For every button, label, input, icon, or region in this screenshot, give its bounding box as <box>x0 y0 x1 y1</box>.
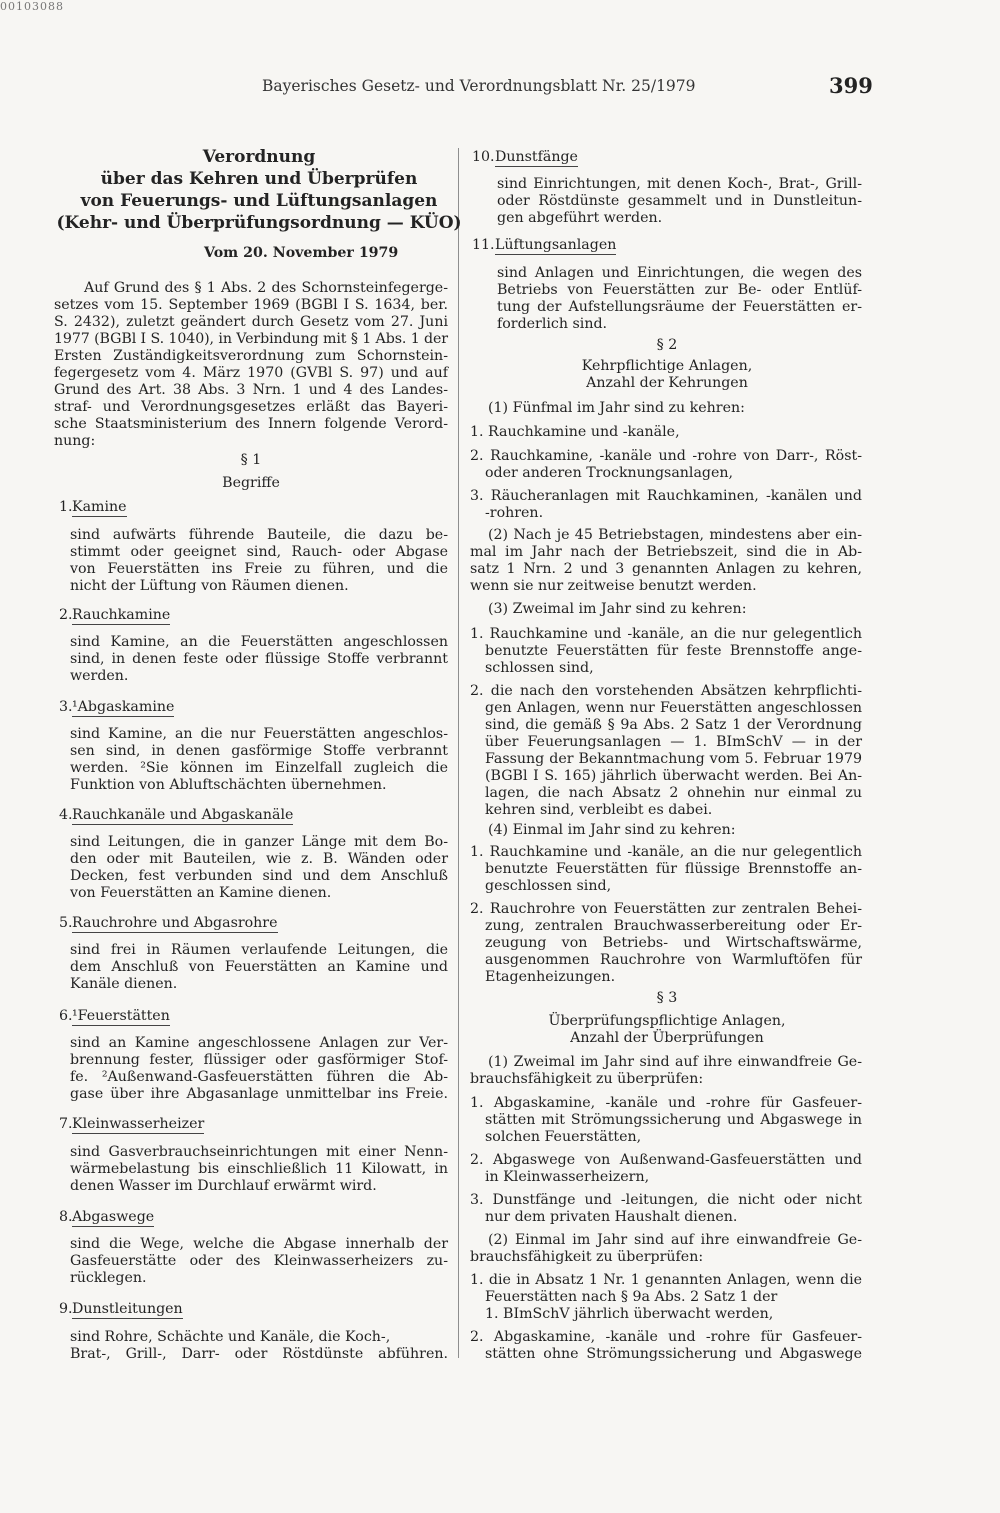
list-item: kehren sind, verbleibt es dabei. <box>485 802 713 818</box>
definition-term: ¹Feuerstätten <box>72 1008 170 1024</box>
preamble-line: straf- und Verordnungsgesetzes erläßt das Bayeri- <box>54 399 448 415</box>
list-item: 2. Rauchkamine, -kanäle und -rohre von Darr-, Röst- <box>470 448 862 464</box>
list-item: 1. die in Absatz 1 Nr. 1 genannten Anlagen, wenn die <box>470 1272 862 1288</box>
definition-line: sind Gasverbrauchseinrichtungen mit einer Nenn- <box>70 1144 448 1160</box>
list-item: Fassung der Bekanntmachung vom 5. Februar 1979 <box>485 751 862 767</box>
list-item: 2. Abgaskamine, -kanäle und -rohre für Gasfeuer- <box>470 1329 862 1345</box>
list-item: 2. Rauchrohre von Feuerstätten zur zentralen Behei- <box>470 901 862 917</box>
list-item: oder anderen Trocknungsanlagen, <box>485 465 734 481</box>
definition-line: sind, in denen feste oder flüssige Stoffe verbrannt <box>70 651 448 667</box>
title-line: von Feuerungs- und Lüftungsanlagen <box>80 191 438 211</box>
definition-line: werden. ²Sie können im Einzelfall zugleich die <box>70 760 448 776</box>
list-item: solchen Feuerstätten, <box>485 1129 642 1145</box>
list-item: zeugung von Betriebs- und Wirtschaftswärme, <box>485 935 862 951</box>
list-item: 1. Rauchkamine und -kanäle, <box>470 424 680 440</box>
section-number: § 3 <box>656 990 678 1006</box>
definition-term: Abgaswege <box>72 1209 155 1225</box>
preamble-line: nung: <box>54 433 96 449</box>
column-divider <box>458 148 459 1358</box>
paragraph-line: (2) Nach je 45 Betriebstagen, mindestens aber ein- <box>488 527 862 543</box>
page-number: 399 <box>829 73 873 98</box>
definition-line: gase über ihre Abgasanlage unmittelbar ins Freie. <box>70 1086 448 1102</box>
paragraph-line: satz 1 Nrn. 2 und 3 genannten Anlagen zu kehren, <box>470 561 862 577</box>
section-heading: Kehrpflichtige Anlagen, <box>581 358 753 374</box>
paragraph-line: (1) Zweimal im Jahr sind auf ihre einwandfreie Ge- <box>488 1054 862 1070</box>
paragraph-line: (1) Fünfmal im Jahr sind zu kehren: <box>488 400 745 416</box>
list-item: 1. Abgaskamine, -kanäle und -rohre für Gasfeuer- <box>470 1095 862 1111</box>
definition-line: von Feuerstätten an Kamine dienen. <box>70 885 332 901</box>
paragraph-line: brauchsfähigkeit zu überprüfen: <box>470 1249 704 1265</box>
section-heading: Überprüfungspflichtige Anlagen, <box>548 1013 786 1029</box>
preamble-line: 1977 (BGBl I S. 1040), in Verbindung mit § 1 Abs. 1 der <box>54 331 448 347</box>
definition-line: Funktion von Abluftschächten übernehmen. <box>70 777 387 793</box>
list-item: gen Anlagen, wenn nur Feuerstätten angeschlossen <box>485 700 862 716</box>
title-line: (Kehr- und Überprüfungsordnung — KÜO) <box>56 213 462 233</box>
list-item: 1. Rauchkamine und -kanäle, an die nur gelegentlich <box>470 626 862 642</box>
preamble-line: fegergesetz vom 4. März 1970 (GVBl S. 97) und auf <box>54 365 448 381</box>
title-line: über das Kehren und Überprüfen <box>100 169 418 189</box>
list-item: nur dem privaten Haushalt dienen. <box>485 1209 738 1225</box>
list-item: -rohren. <box>485 505 544 521</box>
date-line: Vom 20. November 1979 <box>204 245 399 261</box>
list-item: geschlossen sind, <box>485 878 612 894</box>
definition-number: 5. <box>59 915 73 931</box>
list-item: 3. Räucheranlagen mit Rauchkaminen, -kanälen und <box>470 488 862 504</box>
archive-id: 00103088 <box>0 0 64 13</box>
list-item: ausgenommen Rauchrohre von Warmluftöfen für <box>485 952 862 968</box>
list-item: über Feuerungsanlagen — 1. BImSchV — in der <box>485 734 862 750</box>
list-item: schlossen sind, <box>485 660 594 676</box>
section-number: § 1 <box>240 452 262 468</box>
preamble-line: S. 2432), zuletzt geändert durch Gesetz vom 27. Juni <box>54 314 448 330</box>
definition-line: Decken, fest verbunden sind und dem Anschluß <box>70 868 448 884</box>
definition-line: sind an Kamine angeschlossene Anlagen zur Ver- <box>70 1035 448 1051</box>
definition-line: sind Rohre, Schächte und Kanäle, die Koch-, <box>70 1329 391 1345</box>
definition-line: sind Anlagen und Einrichtungen, die wegen des <box>497 265 862 281</box>
definition-term: Dunstleitungen <box>72 1301 183 1317</box>
section-heading: Anzahl der Kehrungen <box>586 375 748 391</box>
definition-line: tung der Aufstellungsräume der Feuerstätten er- <box>497 299 862 315</box>
definition-line: sind Kamine, an die Feuerstätten angeschlossen <box>70 634 448 650</box>
paragraph-line: wenn sie nur zeitweise benutzt werden. <box>470 578 757 594</box>
paragraph-line: mal im Jahr nach der Betriebszeit, sind die in Ab- <box>470 544 862 560</box>
definition-line: sind Einrichtungen, mit denen Koch-, Brat-, Grill- <box>497 176 862 192</box>
list-item: stätten ohne Strömungssicherung und Abgaswege <box>485 1346 862 1362</box>
running-head: Bayerisches Gesetz- und Verordnungsblatt Nr. 25/1979 <box>262 77 696 95</box>
definition-line: oder Röstdünste gesammelt und in Dunstleitun- <box>497 193 862 209</box>
definition-line: dem Anschluß von Feuerstätten an Kamine und <box>70 959 448 975</box>
paragraph-line: (2) Einmal im Jahr sind auf ihre einwandfreie Ge- <box>488 1232 862 1248</box>
definition-line: fe. ²Außenwand-Gasfeuerstätten führen die Ab- <box>70 1069 448 1085</box>
list-item: 2. die nach den vorstehenden Absätzen kehrpflichti- <box>470 683 862 699</box>
definition-term: Lüftungsanlagen <box>495 237 617 253</box>
list-item: sind, die gemäß § 9a Abs. 2 Satz 1 der Verordnung <box>485 717 862 733</box>
definition-term: Kleinwasserheizer <box>72 1116 205 1132</box>
paragraph-line: brauchsfähigkeit zu überprüfen: <box>470 1071 704 1087</box>
list-item: (BGBl I S. 165) jährlich überwacht werden. Bei An- <box>485 768 862 784</box>
definition-term: Dunstfänge <box>495 149 578 165</box>
list-item: 2. Abgaswege von Außenwand-Gasfeuerstätten und <box>470 1152 862 1168</box>
definition-line: wärmebelastung bis einschließlich 11 Kilowatt, in <box>70 1161 448 1177</box>
list-item: 1. Rauchkamine und -kanäle, an die nur gelegentlich <box>470 844 862 860</box>
definition-number: 3. <box>59 699 73 715</box>
definition-line: sind frei in Räumen verlaufende Leitungen, die <box>70 942 448 958</box>
section-heading: Anzahl der Überprüfungen <box>570 1030 764 1046</box>
definition-number: 4. <box>59 807 73 823</box>
definition-term: Rauchkanäle und Abgaskanäle <box>72 807 294 823</box>
definition-line: Gasfeuerstätte oder des Kleinwasserheizers zu- <box>70 1253 448 1269</box>
definition-number: 6. <box>59 1008 73 1024</box>
definition-number: 1. <box>59 499 73 515</box>
list-item: in Kleinwasserheizern, <box>485 1169 650 1185</box>
definition-line: Brat-, Grill-, Darr- oder Röstdünste abführen. <box>70 1346 448 1362</box>
section-heading: Begriffe <box>222 475 280 491</box>
definition-line: sind die Wege, welche die Abgase innerhalb der <box>70 1236 448 1252</box>
definition-line: forderlich sind. <box>497 316 608 332</box>
preamble-line: sche Staatsministerium des Innern folgende Verord- <box>54 416 448 432</box>
section-number: § 2 <box>656 337 678 353</box>
list-item: lagen, die nach Absatz 2 ohnehin nur einmal zu <box>485 785 862 801</box>
list-item: 3. Dunstfänge und -leitungen, die nicht oder nicht <box>470 1192 862 1208</box>
definition-term: Rauchrohre und Abgasrohre <box>72 915 278 931</box>
list-item: benutzte Feuerstätten für flüssige Brennstoffe an- <box>485 861 862 877</box>
definition-number: 2. <box>59 607 73 623</box>
definition-term: Rauchkamine <box>72 607 171 623</box>
definition-line: Kanäle dienen. <box>70 976 178 992</box>
definition-number: 11. <box>472 237 495 253</box>
definition-line: rücklegen. <box>70 1270 147 1286</box>
definition-line: sind Kamine, an die nur Feuerstätten angeschlos- <box>70 726 448 742</box>
paragraph-line: (3) Zweimal im Jahr sind zu kehren: <box>488 601 747 617</box>
definition-number: 9. <box>59 1301 73 1317</box>
definition-number: 10. <box>472 149 495 165</box>
definition-number: 7. <box>59 1116 73 1132</box>
definition-number: 8. <box>59 1209 73 1225</box>
list-item: zung, zentralen Brauchwasserbereitung oder Er- <box>485 918 862 934</box>
definition-line: brennung fester, flüssiger oder gasförmiger Stof- <box>70 1052 448 1068</box>
preamble-line: Grund des Art. 38 Abs. 3 Nrn. 1 und 4 des Landes- <box>54 382 448 398</box>
definition-line: stimmt oder geeignet sind, Rauch- oder Abgase <box>70 544 448 560</box>
definition-line: denen Wasser im Durchlauf erwärmt wird. <box>70 1178 377 1194</box>
list-item: Etagenheizungen. <box>485 969 616 985</box>
definition-line: sind aufwärts führende Bauteile, die dazu be- <box>70 527 448 543</box>
definition-term: Kamine <box>72 499 127 515</box>
preamble-line: Ersten Zuständigkeitsverordnung zum Schornstein- <box>54 348 448 364</box>
list-item: benutzte Feuerstätten für feste Brennstoffe ange- <box>485 643 862 659</box>
preamble-line: Auf Grund des § 1 Abs. 2 des Schornsteinfegerge- <box>84 280 448 296</box>
list-item: stätten mit Strömungssicherung und Abgaswege in <box>485 1112 862 1128</box>
definition-line: von Feuerstätten ins Freie zu führen, und die <box>70 561 448 577</box>
definition-line: werden. <box>70 668 129 684</box>
definition-term: ¹Abgaskamine <box>72 699 175 715</box>
definition-line: sind Leitungen, die in ganzer Länge mit dem Bo- <box>70 834 448 850</box>
definition-line: sen sind, in denen gasförmige Stoffe verbrannt <box>70 743 448 759</box>
definition-line: den oder mit Bauteilen, wie z. B. Wänden oder <box>70 851 448 867</box>
list-item: Feuerstätten nach § 9a Abs. 2 Satz 1 der <box>485 1289 778 1305</box>
paragraph-line: (4) Einmal im Jahr sind zu kehren: <box>488 822 736 838</box>
definition-line: nicht der Lüftung von Räumen dienen. <box>70 578 349 594</box>
preamble-line: setzes vom 15. September 1969 (BGBl I S. 1634, ber. <box>54 297 448 313</box>
definition-line: Betriebs von Feuerstätten zur Be- oder Entlüf- <box>497 282 862 298</box>
list-item: 1. BImSchV jährlich überwacht werden, <box>485 1306 774 1322</box>
title-line: Verordnung <box>202 147 316 167</box>
definition-line: gen abgeführt werden. <box>497 210 663 226</box>
